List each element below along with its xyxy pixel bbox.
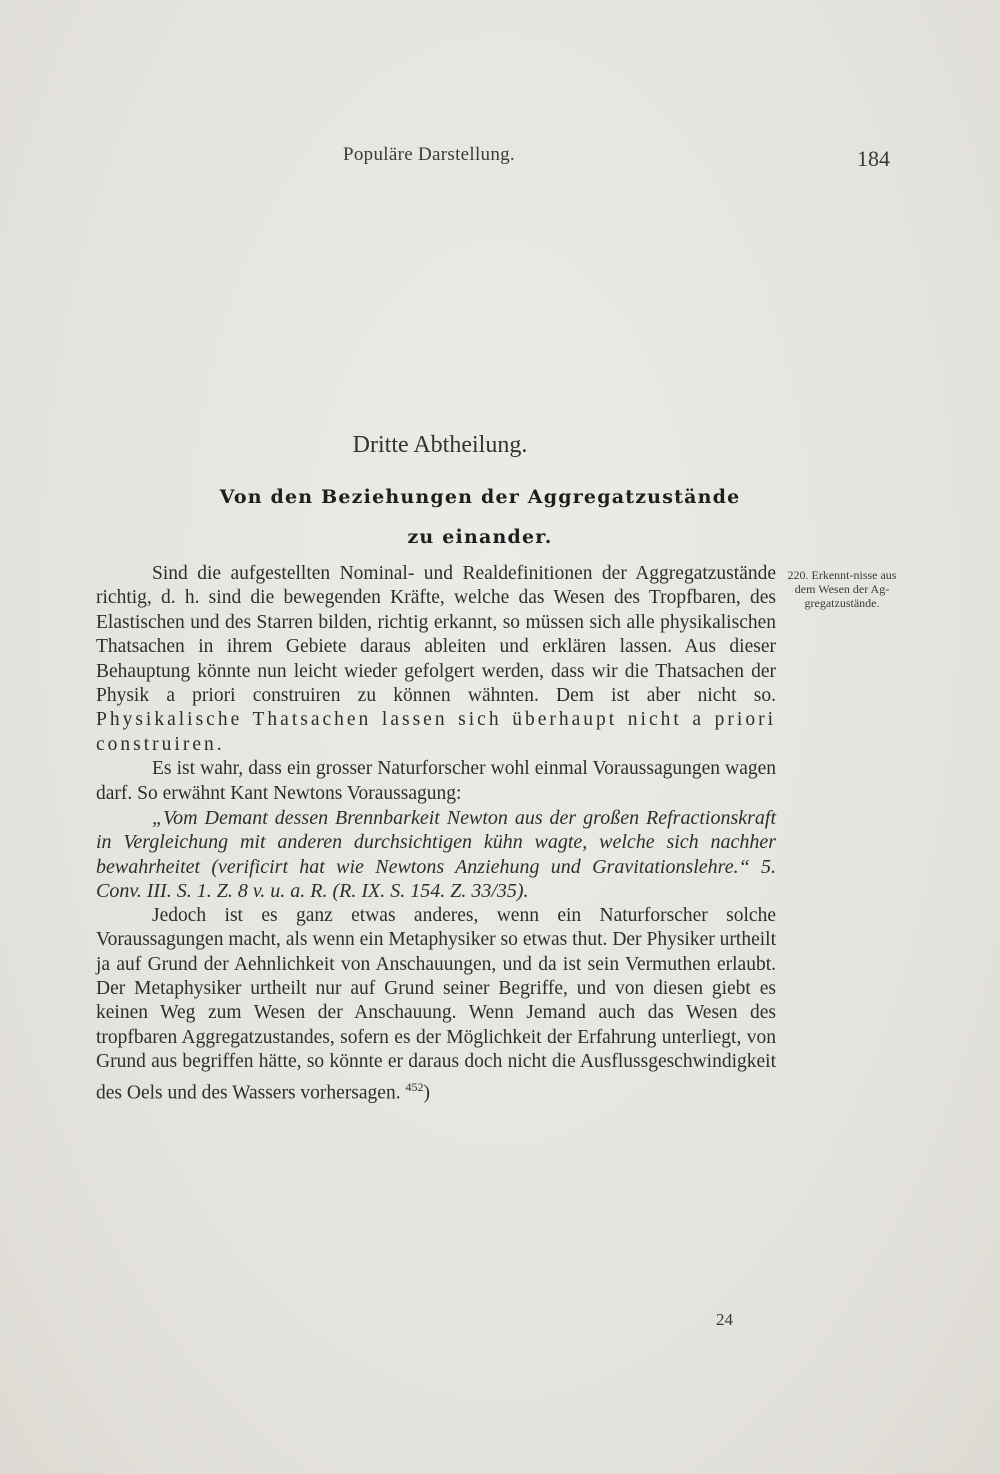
body-text [96,562,776,1105]
footnote-close: ) [423,1082,430,1104]
signature-mark: 24 [716,1310,733,1329]
paragraph-3-text: Jedoch ist es ganz etwas anderes, wenn ein Naturforscher solche Voraussagungen macht, als wenn ein Metaphysiker so etwas thut. Der Physiker urtheilt ja auf Grund der Aehnlichkeit von Anschauungen, und da ist sein Vermuthen erlaubt. Der Metaphysiker urtheilt nur auf Grund seiner Begriffe, und von diesen giebt es keinen Weg zum Wesen der Anschauung. Wenn Jemand auch das Wesen des tropfbaren Aggregatzustandes, sofern es der Möglichkeit der Erfahrung unterliegt, von Grund aus begriffen hätte, so könnte er daraus doch nicht die Ausflussgeschwindigkeit des Oels und des Wassers vorhersagen. [96,904,776,1104]
running-title: Populäre Darstellung. [343,144,515,165]
chapter-title [100,477,860,557]
paragraph-3 [96,904,776,1106]
chapter-title-line-2: zu einander. [407,526,553,548]
paragraph-2: Es ist wahr, dass ein grosser Naturforscher wohl einmal Voraussagungen wagen darf. So erwähnt Kant Newtons Voraussagung: [96,758,776,804]
chapter-title-line-1: Von den Beziehungen der Aggregatzustände [219,486,741,508]
paragraph-1 [96,562,776,757]
running-head [0,142,1000,172]
paragraph-1-emphasis: Physikalische Thatsachen lassen sich überhaupt nicht a priori construiren. [96,709,776,755]
margin-note: 220. Erkennt-nisse aus dem Wesen der Ag-gregatzustände. [787,568,897,610]
page-number: 184 [857,146,890,171]
paragraph-1-text: Sind die aufgestellten Nominal- und Realdefinitionen der Aggregatzustände richtig, d. h. sind die bewegenden Kräfte, welche das Wesen des Tropfbaren, des Elastischen und des Starren bilden, richtig erkannt, so müssen sich alle physikalischen Thatsachen in ihrem Gebiete daraus ableiten und erklären lassen. Aus dieser Behauptung könnte nun leicht wieder gefolgert werden, dass wir die Thatsachen der Physik a priori construiren zu können wähnten. Dem ist aber nicht so. [96,563,776,707]
section-heading: Dritte Abtheilung. [352,432,528,458]
footnote-ref: 452 [405,1079,424,1094]
quotation: „Vom Demant dessen Brennbarkeit Newton aus der großen Refractionskraft in Vergleichung mit anderen durchsichtigen kühn wagte, welche sich nachher bewahrheitet (verificirt hat wie Newtons Anziehung und Gravitationslehre.“ 5. Conv. III. S. 1. Z. 8 v. u. a. R. (R. IX. S. 154. Z. 33/35). [96,807,776,903]
